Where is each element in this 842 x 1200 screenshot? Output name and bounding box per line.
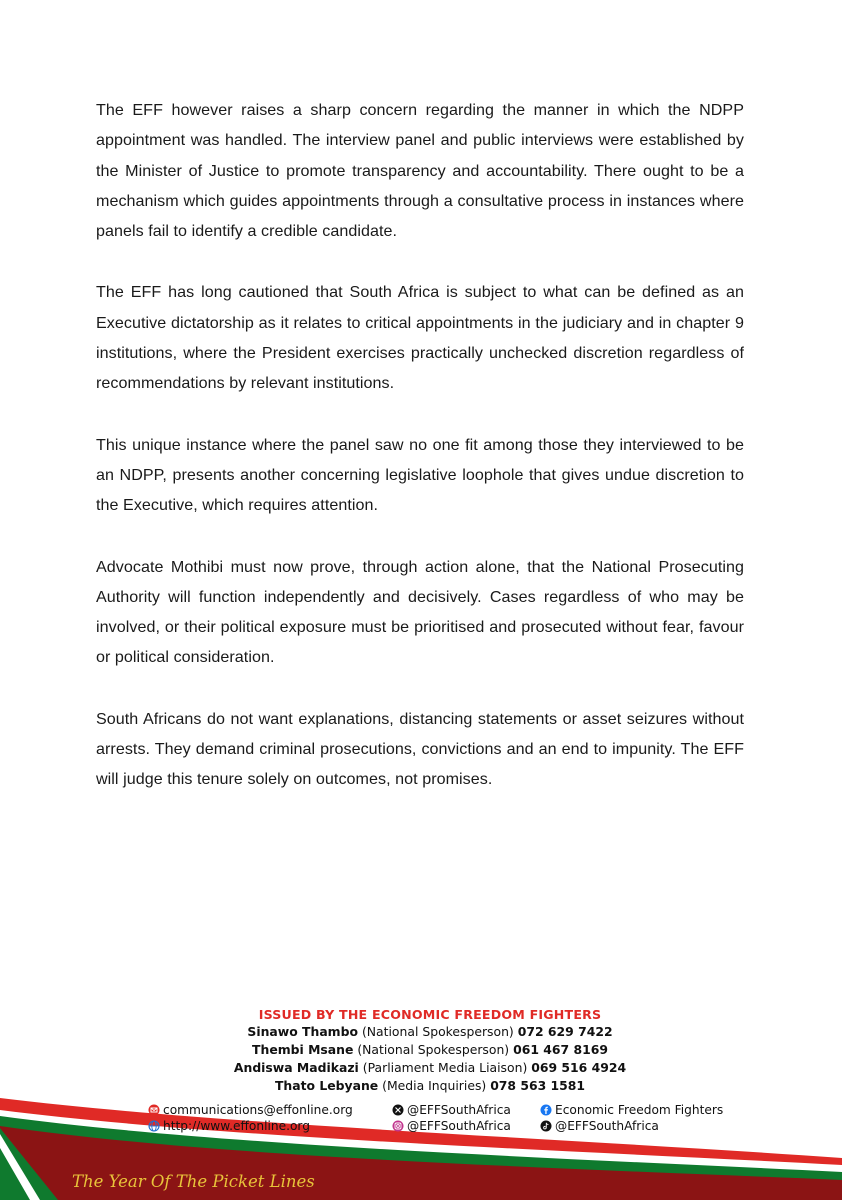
- website-link[interactable]: [148, 1118, 310, 1134]
- facebook-text: Economic Freedom Fighters: [555, 1103, 724, 1117]
- tiktok-link[interactable]: [540, 1118, 659, 1134]
- email-link[interactable]: [148, 1102, 353, 1118]
- x-logo-icon: [392, 1104, 404, 1116]
- statement-body: [96, 95, 744, 826]
- contact-role: (National Spokesperson): [361, 1024, 514, 1039]
- contact-name: Andiswa Madikazi: [233, 1060, 359, 1075]
- instagram-link[interactable]: [392, 1118, 511, 1134]
- issued-by-title: ISSUED BY THE ECONOMIC FREEDOM FIGHTERS: [258, 1007, 602, 1022]
- instagram-handle-text: @EFFSouthAfrica: [407, 1119, 511, 1133]
- issued-by-block: [200, 1006, 660, 1095]
- x-handle-text: @EFFSouthAfrica: [407, 1103, 511, 1117]
- instagram-icon: [392, 1120, 404, 1132]
- tagline: The Year Of The Picket Lines: [72, 1172, 315, 1191]
- paragraph-1: The EFF however raises a sharp concern regarding the manner in which the NDPP appointment was handled. The interview panel and public interviews were established by the Minister of Justice to promote transparency and accountability. There ought to be a mechanism which guides appointments through a consultative process in instances where panels fail to identify a credible candidate.: [96, 101, 744, 241]
- email-text: communications@effonline.org: [163, 1103, 353, 1117]
- paragraph-3: This unique instance where the panel saw no one fit among those they interviewed to be an NDPP, presents another concerning legislative loophole that gives undue discretion to the Executive, which requires attention.: [96, 435, 744, 515]
- contact-name: Thembi Msane: [252, 1042, 354, 1057]
- paragraph-5: South Africans do not want explanations, distancing statements or asset seizures without arrests. They demand criminal prosecutions, convictions and an end to impunity. The EFF will judge this tenure solely on outcomes, not promises.: [96, 709, 744, 789]
- contact-role: (Media Inquiries): [382, 1078, 487, 1093]
- contact-role: (Parliament Media Liaison): [362, 1060, 528, 1075]
- contact-line: [200, 1023, 660, 1041]
- contact-name: Sinawo Thambo: [247, 1024, 358, 1039]
- contact-role: (National Spokesperson): [357, 1042, 510, 1057]
- tiktok-handle-text: @EFFSouthAfrica: [555, 1119, 659, 1133]
- contact-phone[interactable]: 061 467 8169: [513, 1042, 608, 1057]
- globe-icon: [148, 1120, 160, 1132]
- contact-line: [200, 1041, 660, 1059]
- facebook-icon: [540, 1104, 552, 1116]
- email-icon: [148, 1104, 160, 1116]
- contact-phone[interactable]: 078 563 1581: [490, 1078, 586, 1093]
- paragraph-2: The EFF has long cautioned that South Africa is subject to what can be defined as an Executive dictatorship as it relates to critical appointments in the judiciary and in chapter 9 institutions, where the President exercises practically unchecked discretion regardless of recommendations by relevant institutions.: [96, 283, 744, 393]
- paragraph-4: Advocate Mothibi must now prove, through action alone, that the National Prosecuting Authority will function independently and decisively. Cases regardless of who may be involved, or their political exposure must be prioritised and prosecuted without fear, favour or political consideration.: [96, 557, 744, 667]
- contact-phone[interactable]: 072 629 7422: [517, 1024, 613, 1039]
- contact-name: Thato Lebyane: [274, 1078, 379, 1093]
- social-links: [148, 1100, 788, 1136]
- x-link[interactable]: [392, 1102, 511, 1118]
- contact-line: [200, 1059, 660, 1077]
- facebook-link[interactable]: [540, 1102, 723, 1118]
- website-text: http://www.effonline.org: [163, 1119, 310, 1133]
- tiktok-icon: [540, 1120, 552, 1132]
- contact-phone[interactable]: 069 516 4924: [531, 1060, 627, 1075]
